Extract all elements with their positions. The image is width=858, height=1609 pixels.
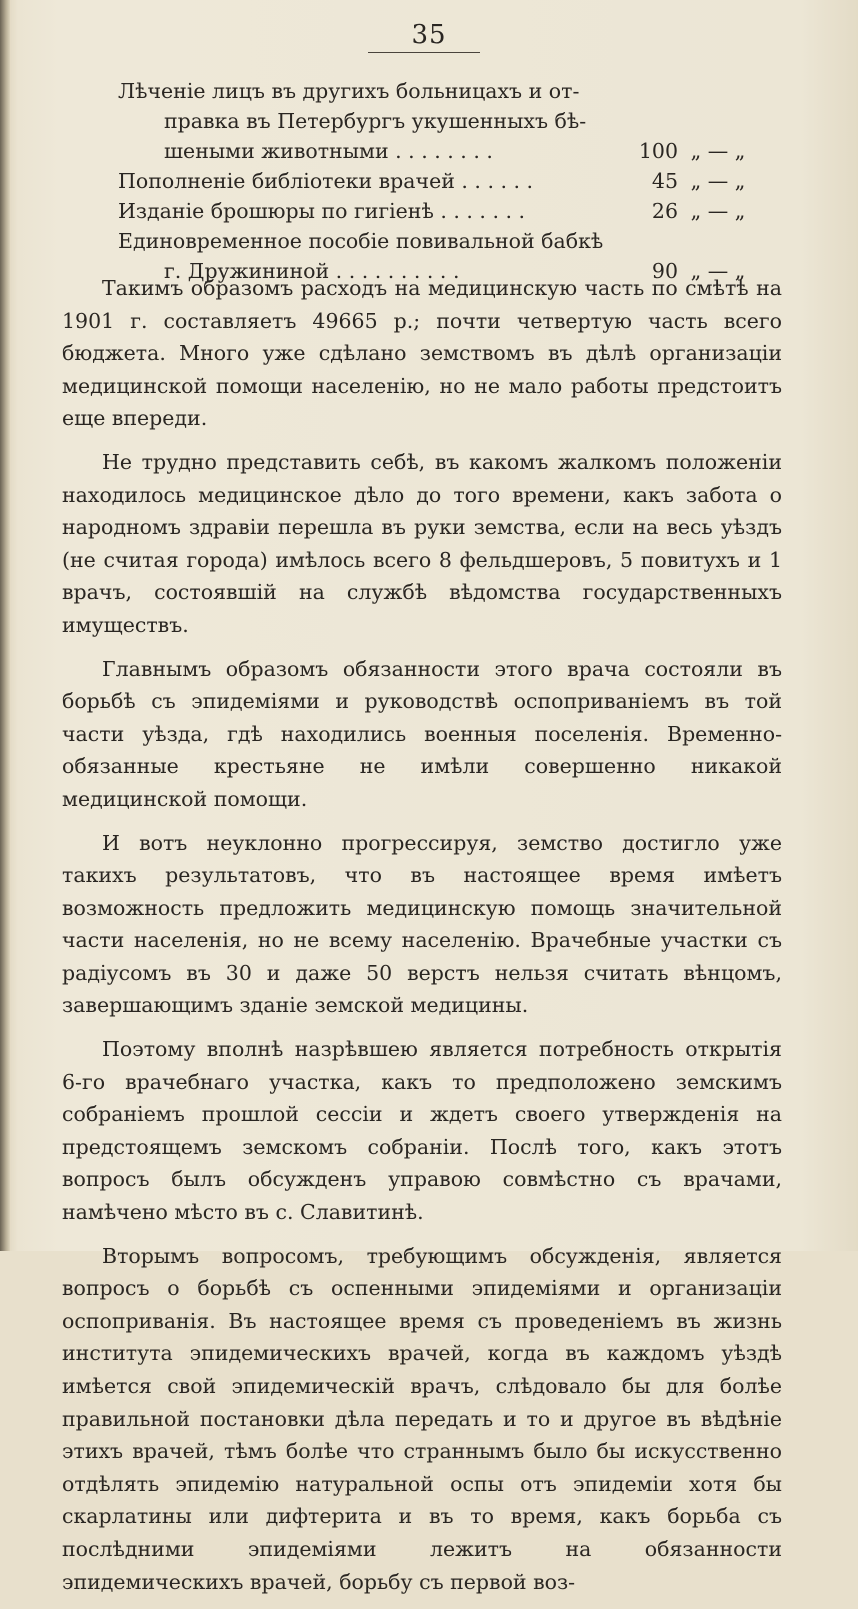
paragraph: Поэтому вполнѣ назрѣвшею является потребность открытія 6-го врачебнаго участка, какъ то предположено земскимъ собраніемъ прошлой сессіи и ждетъ своего утвержденія на предстоящемъ земскомъ собраніи. Послѣ того, какъ этотъ вопросъ былъ обсужденъ управою совмѣстно съ врачами, намѣчено мѣсто въ с. Славитинѣ. <box>62 1037 782 1225</box>
paragraph: И вотъ неуклонно прогрессируя, земство достигло уже такихъ результатовъ, что въ настоящее время имѣетъ возможность предложить медицинскую помощь значительной части населенія, но не всему населенію. Врачебные участки съ радіусомъ въ 30 и даже 50 верстъ нельзя считать вѣнцомъ, завершающимъ зданіе земской медицины. <box>62 830 782 1018</box>
expense-line: Лѣченіе лицъ въ другихъ больницахъ и от- <box>118 79 580 103</box>
expense-amount-value: 90 <box>651 259 678 283</box>
expense-line <box>118 196 758 226</box>
expense-item <box>118 76 758 166</box>
expense-amount <box>618 166 758 196</box>
body-text <box>62 272 782 1609</box>
expense-line-text: шеными животными . . . . . . . . <box>164 139 493 163</box>
expense-amount-unit: „ — „ <box>690 199 746 223</box>
expense-list <box>118 76 758 286</box>
expense-amount-unit: „ — „ <box>690 139 746 163</box>
paragraph: Не трудно представить себѣ, въ какомъ жалкомъ положеніи находилось медицинское дѣло до того времени, какъ забота о народномъ здравіи перешла въ руки земства, если на весь уѣздъ (не считая города) имѣлось всего 8 фельдшеровъ, 5 повитухъ и 1 врачъ, состоявшій на службѣ вѣдомства государственныхъ имуществъ. <box>62 449 782 637</box>
expense-amount-unit: „ — „ <box>690 259 746 283</box>
paragraph: Главнымъ образомъ обязанности этого врача состояли въ борьбѣ съ эпидеміями и руководствѣ оспоприваніемъ въ той части уѣзда, гдѣ находились военныя поселенія. Временно-обязанные крестьяне не имѣли совершенно никакой медицинской помощи. <box>62 656 782 811</box>
header-rule <box>368 52 480 53</box>
expense-line-text: Изданіе брошюры по гигіенѣ . . . . . . . <box>118 199 526 223</box>
expense-line <box>118 136 758 166</box>
expense-line: Единовременное пособіе повивальной бабкѣ <box>118 229 604 253</box>
paragraph: Вторымъ вопросомъ, требующимъ обсужденія, является вопросъ о борьбѣ съ оспенными эпидеміями и организаціи оспоприванія. Въ настоящее время съ проведеніемъ въ жизнь института эпидемическихъ врачей, когда въ каждомъ уѣздѣ имѣется свой эпидемическій врачъ, слѣдовало бы для болѣе правильной постановки дѣла передать и то и другое въ вѣдѣніе этихъ врачей, тѣмъ болѣе что страннымъ было бы искусственно отдѣлять эпидемію натуральной оспы отъ эпидеміи хотя бы скарлатины или дифтерита и въ то время, какъ борьба съ послѣдними эпидеміями лежитъ на обязанности эпидемическихъ врачей, борьбу съ первой воз- <box>62 1243 782 1594</box>
paragraph: Такимъ образомъ расходъ на медицинскую часть по смѣтѣ на 1901 г. составляетъ 49665 р.; почти четвертую часть всего бюджета. Много уже сдѣлано земствомъ въ дѣлѣ организаціи медицинской помощи населенію, но не мало работы предстоитъ еще впереди. <box>62 276 782 431</box>
expense-amount-unit: „ — „ <box>690 169 746 193</box>
expense-line: правка въ Петербургъ укушенныхъ бѣ- <box>164 109 587 133</box>
expense-amount <box>618 136 758 166</box>
expense-line-text: Пополненіе библіотеки врачей . . . . . . <box>118 169 534 193</box>
expense-line-text: г. Дружининой . . . . . . . . . . <box>164 259 460 283</box>
book-spine-edge <box>0 0 10 1251</box>
expense-item <box>118 166 758 196</box>
expense-amount-value: 100 <box>638 139 678 163</box>
expense-amount-value: 45 <box>651 169 678 193</box>
expense-item <box>118 196 758 226</box>
expense-line <box>118 166 758 196</box>
expense-amount <box>618 196 758 226</box>
page-number: 35 <box>411 20 447 50</box>
expense-amount-value: 26 <box>651 199 678 223</box>
